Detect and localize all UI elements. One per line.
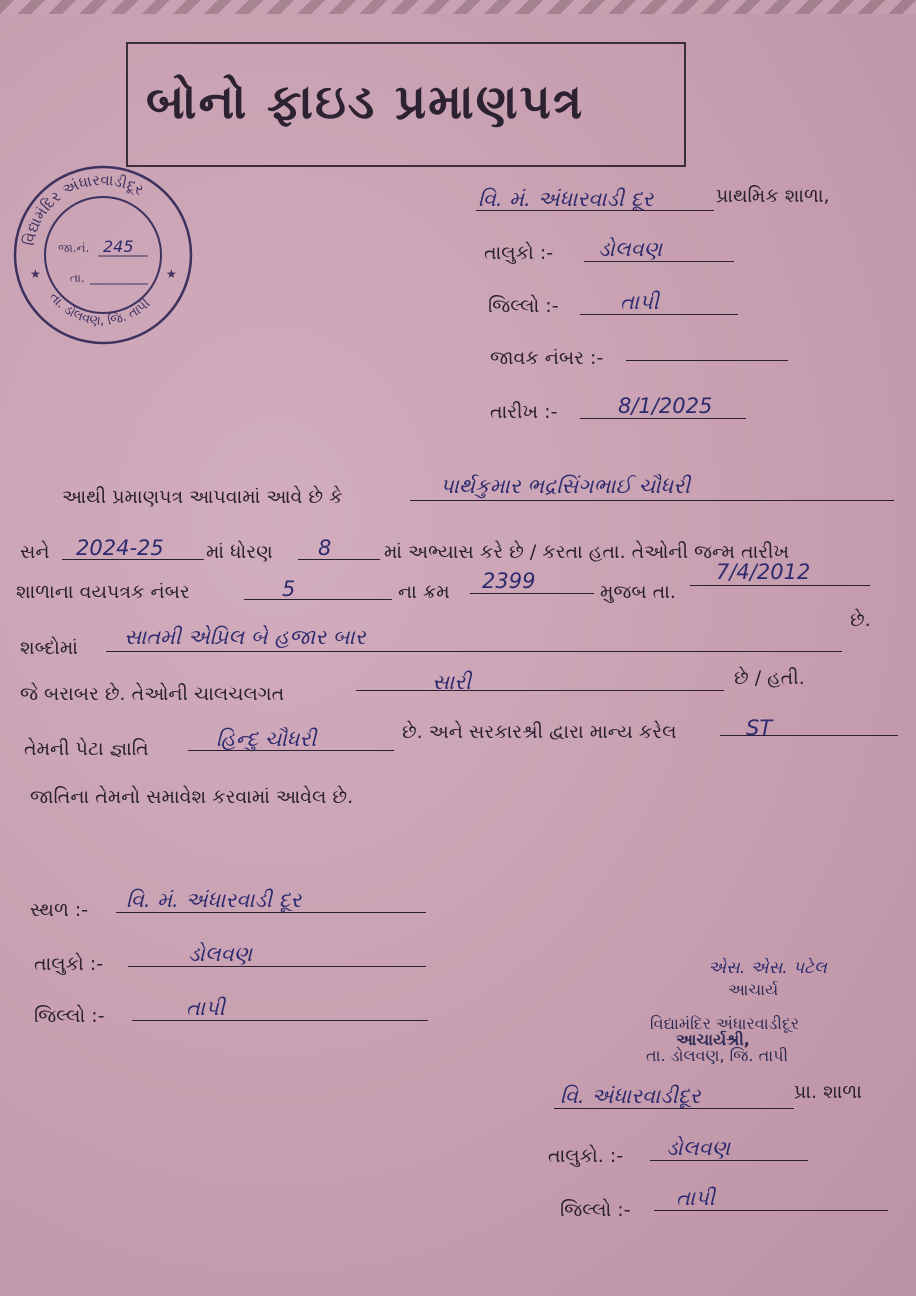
body-conduct-suffix: છે / હતી. bbox=[734, 667, 805, 689]
seal-top-text: વિદ્યામંદિર અંધારવાડીદૂર bbox=[19, 170, 147, 248]
category-value: ST bbox=[746, 716, 773, 740]
signature-taluka-label: તાલુકો. :- bbox=[548, 1145, 624, 1167]
signature-district-label: જિલ્લો :- bbox=[560, 1199, 631, 1221]
header-district-value: તાપી bbox=[620, 290, 659, 314]
student-name-line bbox=[410, 500, 894, 501]
conduct-line bbox=[356, 690, 724, 691]
register-number: 5 bbox=[282, 577, 296, 601]
body-closing-text: જાતિના તેમનો સમાવેશ કરવામાં આવેલ છે. bbox=[30, 786, 354, 808]
body-register-prefix: શાળાના વયપત્રક નંબર bbox=[16, 581, 190, 603]
stamp-address: તા. ડોલવણ, જિ. તાપી bbox=[646, 1046, 789, 1065]
footer-place-value: વિ. મં. અંધારવાડી દૂર bbox=[126, 888, 302, 912]
svg-text:★: ★ bbox=[30, 267, 41, 281]
header-date-label: તારીખ :- bbox=[490, 401, 558, 423]
signature-district-line bbox=[654, 1210, 888, 1211]
header-district-line bbox=[580, 314, 738, 315]
footer-district-line bbox=[132, 1020, 428, 1021]
body-intro-text: આથી પ્રમાણપત્ર આપવામાં આવે છે કે bbox=[62, 486, 343, 508]
header-school-line bbox=[476, 210, 714, 211]
stamp-school-name: વિદ્યામંદિર અંધારવાડીદૂર bbox=[650, 1014, 800, 1033]
birth-date-in-words: સાતમી એપ્રિલ બે હજાર બાર bbox=[124, 625, 366, 649]
footer-taluka-line bbox=[128, 966, 426, 967]
seal-date-label: તા. bbox=[70, 271, 85, 285]
signature-school-label: પ્રા. શાળા bbox=[794, 1081, 862, 1103]
header-school-label: પ્રાથમિક શાળા, bbox=[716, 185, 830, 207]
academic-year-line bbox=[62, 559, 204, 560]
standard-value: 8 bbox=[318, 536, 332, 560]
signature-district-value: તાપી bbox=[676, 1186, 715, 1210]
header-outward-line bbox=[626, 360, 788, 361]
header-taluka-label: તાલુકો :- bbox=[484, 242, 554, 264]
conduct-value: સારી bbox=[432, 670, 472, 694]
subcaste-value: હિન્દુ ચૌધરી bbox=[216, 727, 317, 751]
birth-date-words-line bbox=[106, 651, 842, 652]
header-district-label: જિલ્લો :- bbox=[488, 295, 559, 317]
principal-signature: એસ. એસ. પટેલ bbox=[708, 958, 827, 978]
body-conduct-prefix: જે બરાબર છે. તેઓની ચાલચલગત bbox=[20, 683, 285, 705]
category-line bbox=[720, 735, 898, 736]
seal-bottom-text: તા. ડોલવણ, જિ. તાપી bbox=[46, 289, 154, 329]
signature-school-line bbox=[554, 1108, 794, 1109]
student-name: પાર્થકુમાર ભદ્રસિંગભાઈ ચૌધરી bbox=[440, 474, 690, 498]
register-number-line bbox=[244, 599, 392, 600]
body-year-prefix: સને bbox=[20, 541, 50, 563]
body-dob-prefix: મુજબ તા. bbox=[600, 581, 676, 603]
header-date-value: 8/1/2025 bbox=[618, 394, 713, 418]
body-study-text: માં અભ્યાસ કરે છે / કરતા હતા. તેઓની જન્મ તારીખ bbox=[384, 541, 790, 563]
signature-taluka-line bbox=[650, 1160, 808, 1161]
footer-district-value: તાપી bbox=[186, 996, 225, 1020]
signature-taluka-value: ડોલવણ bbox=[666, 1136, 731, 1160]
footer-place-label: સ્થળ :- bbox=[30, 899, 89, 921]
header-taluka-value: ડોલવણ bbox=[598, 237, 663, 261]
svg-text:વિદ્યામંદિર અંધારવાડીદૂર bbox=[20, 171, 147, 247]
stamp-title: આચાર્યશ્રી, bbox=[676, 1030, 750, 1049]
footer-taluka-label: તાલુકો :- bbox=[34, 953, 104, 975]
signature-school-name: વિ. અંધારવાડીદૂર bbox=[560, 1084, 701, 1108]
header-outward-label: જાવક નંબર :- bbox=[490, 347, 604, 369]
serial-number-line bbox=[470, 593, 594, 594]
document-title: બોનો ફાઇડ પ્રમાણપત્ર bbox=[146, 74, 585, 130]
svg-text:તા. ડોલવણ, જિ. તાપી bbox=[46, 290, 153, 329]
body-words-suffix: છે. bbox=[850, 609, 871, 631]
header-school-name: વિ. મં. અંધારવાડી દૂર bbox=[478, 187, 654, 211]
header-taluka-line bbox=[584, 261, 734, 262]
body-category-prefix: છે. અને સરકારશ્રી દ્વારા માન્ય કરેલ bbox=[402, 721, 677, 743]
seal-jaavak-number: 245 bbox=[103, 237, 134, 256]
academic-year: 2024-25 bbox=[76, 536, 164, 560]
stamp-role: આચાર્ય bbox=[728, 980, 779, 999]
seal-jaavak-label: જા.નં. bbox=[58, 241, 90, 255]
standard-line bbox=[298, 559, 380, 560]
body-standard-prefix: માં ધોરણ bbox=[206, 541, 273, 563]
body-subcaste-prefix: તેમની પેટા જ્ઞાતિ bbox=[24, 738, 149, 760]
footer-taluka-value: ડોલવણ bbox=[188, 942, 253, 966]
body-words-prefix: શબ્દોમાં bbox=[20, 637, 78, 659]
footer-place-line bbox=[116, 912, 426, 913]
birth-date: 7/4/2012 bbox=[716, 560, 811, 584]
torn-top-edge bbox=[0, 0, 916, 14]
birth-date-line bbox=[690, 585, 870, 586]
body-serial-prefix: ના ક્રમ bbox=[398, 581, 450, 603]
header-date-line bbox=[580, 418, 746, 419]
school-seal-stamp bbox=[8, 160, 198, 350]
svg-text:★: ★ bbox=[166, 267, 177, 281]
subcaste-line bbox=[188, 750, 394, 751]
serial-number: 2399 bbox=[482, 569, 536, 593]
footer-district-label: જિલ્લો :- bbox=[34, 1005, 105, 1027]
